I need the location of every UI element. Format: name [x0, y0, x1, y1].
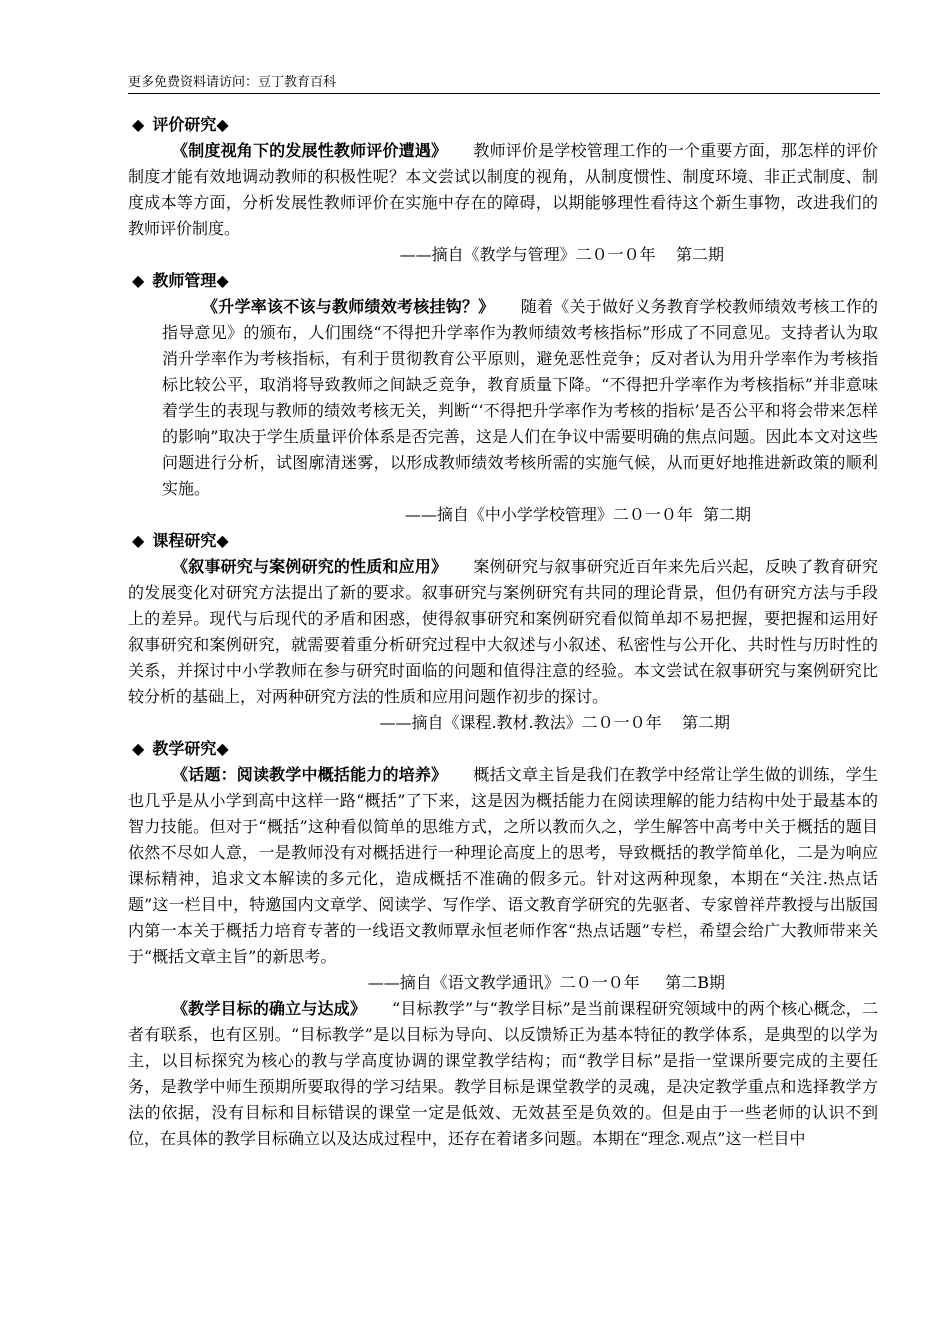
page-header — [128, 71, 880, 94]
diamond-bullet-icon: ◆ — [216, 531, 229, 550]
diamond-bullet-icon: ◆ — [132, 115, 145, 134]
article-paragraph — [128, 996, 878, 1152]
section-heading-teacher-management: ◆ 教师管理◆ — [132, 271, 229, 290]
header-text: 更多免费资料请访问：豆丁教育百科 — [128, 75, 337, 90]
article-body: “目标教学”与“教学目标”是当前课程研究领域中的两个核心概念，二者有联系，也有区别。“目标教学”是以目标为导向、以反馈矫正为基本特征的教学体系，是典型的以学为主，以目标探究为核心的教与学高度协调的课堂教学结构；而“教学目标”是指一堂课所要完成的主要任务，是教学中师生预期所要取得的学习结果。教学目标是课堂教学的灵魂，是决定教学重点和选择教学方法的依据，没有目标和目标错误的课堂一定是低效、无效甚至是负效的。但是由于一些老师的认识不到位，在具体的教学目标确立以及达成过程中，还存在着诸多问题。本期在“理念.观点”这一栏目中 — [128, 999, 878, 1148]
section-heading-teaching: ◆ 教学研究◆ — [132, 739, 229, 758]
article-source: ——摘自《语文教学通讯》二０一０年 第二B期 — [367, 973, 725, 992]
diamond-bullet-icon: ◆ — [216, 271, 229, 290]
article-body: 教师评价是学校管理工作的一个重要方面，那怎样的评价制度才能有效地调动教师的积极性呢？本文尝试以制度的视角，从制度惯性、制度环境、非正式制度、制度成本等方面，分析发展性教师评价在实施中存在的障碍，以期能够理性看待这个新生事物，改进我们的教师评价制度。 — [128, 141, 878, 238]
article-paragraph — [128, 554, 878, 710]
article-paragraph — [128, 138, 878, 242]
article-paragraph — [162, 294, 878, 502]
document-body — [128, 112, 878, 1152]
diamond-bullet-icon: ◆ — [216, 115, 229, 134]
article-source: ——摘自《中小学学校管理》二０一０年 第二期 — [404, 505, 751, 524]
section-heading-evaluation: ◆ 评价研究◆ — [132, 115, 229, 134]
article-title: 《话题：阅读教学中概括能力的培养》 — [172, 765, 448, 784]
article-title: 《叙事研究与案例研究的性质和应用》 — [172, 557, 448, 576]
article-source: ——摘自《课程.教材.教法》二０一０年 第二期 — [379, 713, 730, 732]
diamond-bullet-icon: ◆ — [132, 271, 145, 290]
diamond-bullet-icon: ◆ — [216, 739, 229, 758]
article-source: ——摘自《教学与管理》二０一０年 第二期 — [399, 245, 724, 264]
article-title: 《升学率该不该与教师绩效考核挂钩？》 — [202, 297, 495, 316]
article-body: 案例研究与叙事研究近百年来先后兴起，反映了教育研究的发展变化对研究方法提出了新的要求。叙事研究与案例研究有共同的理论背景，但仍有研究方法与手段上的差异。现代与后现代的矛盾和困惑，使得叙事研究和案例研究看似简单却不易把握，要把握和运用好叙事研究和案例研究，就需要着重分析研究过程中大叙述与小叙述、私密性与公开化、共时性与历时性的关系，并探讨中小学教师在参与研究时面临的问题和值得注意的经验。本文尝试在叙事研究与案例研究比较分析的基础上，对两种研究方法的性质和应用问题作初步的探讨。 — [128, 557, 878, 706]
article-body: 随着《关于做好义务教育学校教师绩效考核工作的指导意见》的颁布，人们围绕“不得把升学率作为教师绩效考核指标”形成了不同意见。支持者认为取消升学率作为考核指标，有利于贯彻教育公平原则，避免恶性竞争；反对者认为用升学率作为考核指标比较公平，取消将导致教师之间缺乏竞争，教育质量下降。“不得把升学率作为考核指标”并非意味着学生的表现与教师的绩效考核无关，判断“‘不得把升学率作为考核的指标’是否公平和将会带来怎样的影响”取决于学生质量评价体系是否完善，这是人们在争议中需要明确的焦点问题。因此本文对这些问题进行分析，试图廓清迷雾，以形成教师绩效考核所需的实施气候，从而更好地推进新政策的顺利实施。 — [162, 297, 878, 498]
diamond-bullet-icon: ◆ — [132, 531, 145, 550]
article-title: 《制度视角下的发展性教师评价遭遇》 — [172, 141, 448, 160]
section-heading-curriculum: ◆ 课程研究◆ — [132, 531, 229, 550]
article-paragraph — [128, 762, 878, 970]
diamond-bullet-icon: ◆ — [132, 739, 145, 758]
article-title: 《教学目标的确立与达成》 — [172, 999, 367, 1018]
article-body: 概括文章主旨是我们在教学中经常让学生做的训练，学生也几乎是从小学到高中这样一路“概括”了下来，这是因为概括能力在阅读理解的能力结构中处于最基本的智力技能。但对于“概括”这种看似简单的思维方式，之所以教而久之，学生解答中高考中关于概括的题目依然不尽如人意，一是教师没有对概括进行一种理论高度上的思考，导致概括的教学简单化，二是为响应课标精神，追求文本解读的多元化，造成概括不准确的假多元。针对这两种现象，本期在“关注.热点话题”这一栏目中，特邀国内文章学、阅读学、写作学、语文教育学研究的先驱者、专家曾祥芹教授与出版国内第一本关于概括力培育专著的一线语文教师覃永恒老师作客“热点话题”专栏，希望会给广大教师带来关于“概括文章主旨”的新思考。 — [128, 765, 878, 966]
